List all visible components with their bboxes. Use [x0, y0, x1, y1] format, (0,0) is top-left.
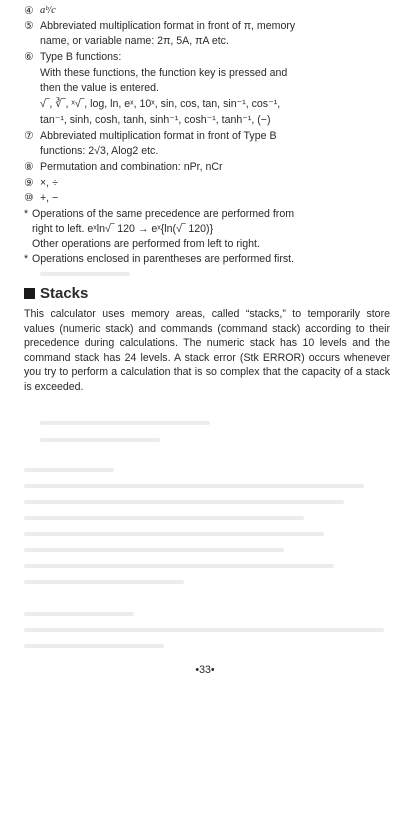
note-text: right to left. eˣln√‾ 120 → eˣ{ln(√‾ 120)}	[32, 223, 214, 235]
description-text: then the value is entered.	[40, 82, 159, 94]
heading-text: Stacks	[40, 285, 89, 302]
item-number: ⑨	[24, 177, 34, 189]
faded-text-mark	[40, 421, 210, 425]
faded-text-mark	[24, 532, 324, 536]
item-text: Abbreviated multiplication format in front of Type B	[40, 130, 277, 142]
faded-text-mark	[24, 516, 304, 520]
faded-text-mark	[24, 548, 284, 552]
faded-text-mark	[40, 438, 160, 442]
item-text: aᵇ/c	[40, 5, 56, 16]
item-text: Permutation and combination: nPr, nCr	[40, 161, 223, 173]
functions-text: √‾, ∛‾, ˣ√‾, log, ln, eˣ, 10ˣ, sin, cos, tan, sin⁻¹, cos⁻¹,	[40, 98, 281, 110]
faded-text-mark	[24, 468, 114, 472]
item-text: Abbreviated multiplication format in front of π, memory	[40, 20, 296, 32]
note-text: Other operations are performed from left to right.	[32, 238, 260, 250]
item-number: ⑤	[24, 20, 34, 32]
item-number: ⑥	[24, 51, 34, 63]
description-text: With these functions, the function key is pressed and	[40, 67, 288, 79]
item-continuation: name, or variable name: 2π, 5A, πA etc.	[40, 35, 229, 47]
faded-text-mark	[24, 612, 134, 616]
faded-text-mark	[24, 644, 164, 648]
faded-text-mark	[24, 580, 184, 584]
note-text: Operations enclosed in parentheses are performed first.	[32, 253, 295, 265]
item-text: +, −	[40, 192, 59, 204]
square-bullet-icon	[24, 288, 35, 299]
item-continuation: functions: 2√3, Alog2 etc.	[40, 145, 159, 157]
item-number: ⑦	[24, 130, 34, 142]
stacks-paragraph: This calculator uses memory areas, called “stacks,” to temporarily store values (numeric stack) and commands (command stack) according to their precedence during calculations. The numeric stack has 10 levels and the command stack has 24 levels. A stack error (Stk ERROR) occurs whenever you try to perform a calculation that is so complex that the capacity of a stack is exceeded.	[24, 308, 390, 393]
item-number: ④	[24, 5, 34, 17]
page-number: •33•	[195, 664, 215, 676]
note-asterisk: *	[24, 253, 29, 265]
faded-text-mark	[24, 628, 384, 632]
item-number: ⑩	[24, 192, 34, 204]
item-text: Type B functions:	[40, 51, 122, 63]
faded-text-mark	[24, 564, 334, 568]
faded-text-mark	[40, 272, 130, 276]
item-text: ×, ÷	[40, 177, 58, 189]
note-asterisk: *	[24, 208, 29, 220]
item-number: ⑧	[24, 161, 34, 173]
faded-text-mark	[24, 484, 364, 488]
functions-text: tan⁻¹, sinh, cosh, tanh, sinh⁻¹, cosh⁻¹, tanh⁻¹, (−)	[40, 114, 271, 126]
section-heading-stacks	[24, 285, 88, 303]
faded-text-mark	[24, 500, 344, 504]
note-text: Operations of the same precedence are performed from	[32, 208, 295, 220]
